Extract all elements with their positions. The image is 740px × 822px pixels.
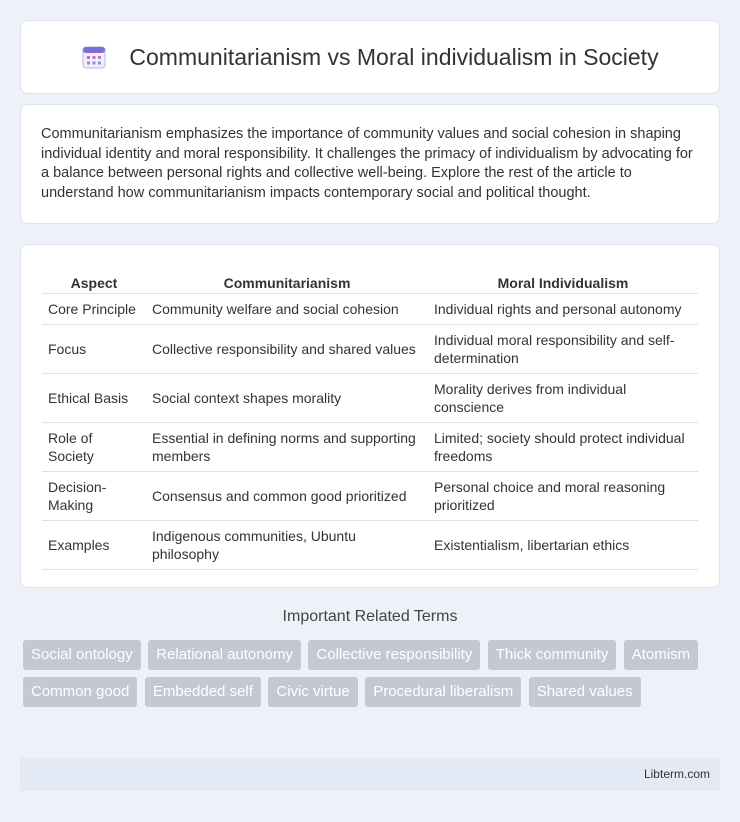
table-cell: Social context shapes morality: [146, 373, 428, 422]
table-row: [42, 422, 698, 471]
comparison-table: [42, 265, 698, 570]
related-terms-tags: [23, 640, 723, 714]
table-row: [42, 324, 698, 373]
table-row: [42, 373, 698, 422]
footer-site-link[interactable]: Libterm.com: [643, 767, 710, 781]
header-aspect: Aspect: [42, 265, 146, 293]
table-cell: Existentialism, libertarian ethics: [428, 520, 698, 569]
table-cell: Core Principle: [42, 293, 146, 324]
table-cell: Ethical Basis: [42, 373, 146, 422]
table-cell: Role of Society: [42, 422, 146, 471]
tag-common-good[interactable]: Common good: [23, 677, 137, 707]
tag-civic-virtue[interactable]: Civic virtue: [268, 677, 357, 707]
table-cell: Morality derives from individual conscience: [428, 373, 698, 422]
header: [81, 44, 658, 71]
table-cell: Limited; society should protect individual freedoms: [428, 422, 698, 471]
tag-relational-autonomy[interactable]: Relational autonomy: [148, 640, 301, 670]
table-row: [42, 520, 698, 569]
table-row: [42, 471, 698, 520]
tag-atomism[interactable]: Atomism: [624, 640, 698, 670]
intro-card: [20, 104, 720, 224]
header-card: [20, 20, 720, 94]
table-cell: Community welfare and social cohesion: [146, 293, 428, 324]
header-moral-individualism: Moral Individualism: [428, 265, 698, 293]
table-cell: Decision-Making: [42, 471, 146, 520]
header-communitarianism: Communitarianism: [146, 265, 428, 293]
related-terms-title: Important Related Terms: [282, 608, 458, 625]
table-cell: Personal choice and moral reasoning prioritized: [428, 471, 698, 520]
table-cell: Collective responsibility and shared values: [146, 324, 428, 373]
tag-thick-community[interactable]: Thick community: [488, 640, 617, 670]
tag-collective-responsibility[interactable]: Collective responsibility: [308, 640, 480, 670]
table-cell: Individual rights and personal autonomy: [428, 293, 698, 324]
table-header-row: [42, 265, 698, 293]
table-cell: Examples: [42, 520, 146, 569]
table-row: [42, 293, 698, 324]
intro-text: Communitarianism emphasizes the importance of community values and social cohesion in shaping individual identity and moral responsibility. It challenges the primacy of individualism by advocating for a balance between personal rights and collective well-being. Explore the rest of the article to understand how communitarianism impacts contemporary social and political thought.: [41, 126, 693, 201]
page-title: Communitarianism vs Moral individualism in Society: [129, 43, 659, 70]
tag-embedded-self[interactable]: Embedded self: [145, 677, 261, 707]
footer: [20, 758, 720, 791]
table-cell: Indigenous communities, Ubuntu philosophy: [146, 520, 428, 569]
table-cell: Individual moral responsibility and self-determination: [428, 324, 698, 373]
tag-procedural-liberalism[interactable]: Procedural liberalism: [365, 677, 521, 707]
table-cell: Essential in defining norms and supporting members: [146, 422, 428, 471]
comparison-card: [20, 244, 720, 588]
table-cell: Focus: [42, 324, 146, 373]
table-cell: Consensus and common good prioritized: [146, 471, 428, 520]
tag-social-ontology[interactable]: Social ontology: [23, 640, 141, 670]
tag-shared-values[interactable]: Shared values: [529, 677, 641, 707]
calendar-grid-icon: [81, 44, 107, 70]
